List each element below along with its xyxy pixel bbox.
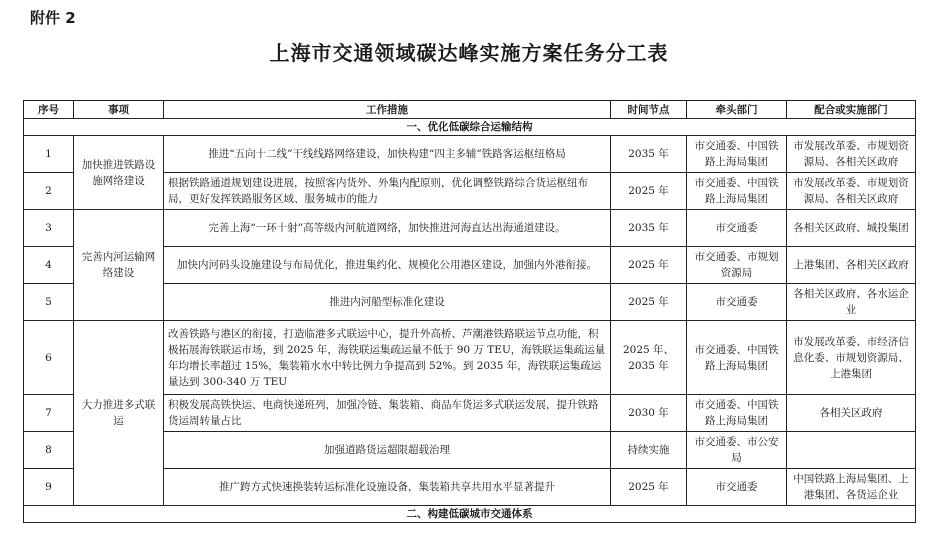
- col-header-lead: 牵头部门: [687, 101, 787, 119]
- row-time: 2025 年: [611, 284, 687, 321]
- row-no: 6: [24, 321, 74, 395]
- section-title: 一、优化低碳综合运输结构: [24, 119, 916, 136]
- table-row: [24, 136, 916, 173]
- table-header-row: [24, 101, 916, 119]
- row-no: 4: [24, 247, 74, 284]
- row-time: 2025 年: [611, 469, 687, 506]
- row-no: 1: [24, 136, 74, 173]
- row-lead: 市交通委: [687, 210, 787, 247]
- row-no: 5: [24, 284, 74, 321]
- row-measure: 根据铁路通道规划建设进展，按照客内货外、外集内配原则，优化调整铁路综合货运枢纽布局，更好发挥铁路服务区域、服务城市的能力: [164, 173, 611, 210]
- row-partner: [787, 432, 916, 469]
- row-measure: 加快内河码头设施建设与布局优化，推进集约化、规模化公用港区建设，加强内外港衔接。: [164, 247, 611, 284]
- row-measure: 积极发展高铁快运、电商快递班列，加强冷链、集装箱、商品车货运多式联运发展，提升铁路货运周转量占比: [164, 395, 611, 432]
- group-label: 加快推进铁路设施网络建设: [74, 136, 164, 210]
- section-title: 二、构建低碳城市交通体系: [24, 506, 916, 523]
- row-no: 2: [24, 173, 74, 210]
- row-no: 8: [24, 432, 74, 469]
- row-partner: 各相关区政府、城投集团: [787, 210, 916, 247]
- row-measure: 推进“五向十二线”干线线路网络建设，加快构建“四主多辅”铁路客运枢纽格局: [164, 136, 611, 173]
- row-lead: 市交通委、中国铁路上海局集团: [687, 136, 787, 173]
- row-time: 2025 年: [611, 173, 687, 210]
- row-time: 2035 年: [611, 136, 687, 173]
- row-partner: 市发展改革委、市规划资源局、各相关区政府: [787, 173, 916, 210]
- row-time: 2035 年: [611, 210, 687, 247]
- row-partner: 市发展改革委、市规划资源局、各相关区政府: [787, 136, 916, 173]
- row-lead: 市交通委、中国铁路上海局集团: [687, 321, 787, 395]
- row-partner: 各相关区政府: [787, 395, 916, 432]
- section-row: [24, 119, 916, 136]
- row-measure: 完善上海“一环十射”高等级内河航道网络，加快推进河海直达出海通道建设。: [164, 210, 611, 247]
- col-header-no: 序号: [24, 101, 74, 119]
- col-header-item: 事项: [74, 101, 164, 119]
- col-header-time: 时间节点: [611, 101, 687, 119]
- row-lead: 市交通委、市公安局: [687, 432, 787, 469]
- row-time: 持续实施: [611, 432, 687, 469]
- row-no: 7: [24, 395, 74, 432]
- row-partner: 各相关区政府、各水运企业: [787, 284, 916, 321]
- row-partner: 中国铁路上海局集团、上港集团、各货运企业: [787, 469, 916, 506]
- row-partner: 上港集团、各相关区政府: [787, 247, 916, 284]
- row-measure: 加强道路货运超限超载治理: [164, 432, 611, 469]
- row-measure: 推广跨方式快速换装转运标准化设施设备，集装箱共享共用水平显著提升: [164, 469, 611, 506]
- section-row: [24, 506, 916, 523]
- row-partner: 市发展改革委、市经济信息化委、市规划资源局、上港集团: [787, 321, 916, 395]
- row-lead: 市交通委、市规划资源局: [687, 247, 787, 284]
- task-table: [23, 100, 916, 523]
- row-time: 2025 年、2035 年: [611, 321, 687, 395]
- row-no: 9: [24, 469, 74, 506]
- col-header-measure: 工作措施: [164, 101, 611, 119]
- row-lead: 市交通委、中国铁路上海局集团: [687, 395, 787, 432]
- row-lead: 市交通委: [687, 284, 787, 321]
- document-title: 上海市交通领域碳达峰实施方案任务分工表: [269, 41, 669, 65]
- row-no: 3: [24, 210, 74, 247]
- row-lead: 市交通委: [687, 469, 787, 506]
- row-measure: 改善铁路与港区的衔接，打造临港多式联运中心，提升外高桥、芦潮港铁路联运节点功能，积极拓展海铁联运市场，到 2025 年，海铁联运集疏运量不低于 90 万 TEU，海铁联运集疏运量年均增长率超过 15%，集装箱水水中转比例力争提高到 52%。到 2035 年，海铁联运集疏运量达到 300-340 万 TEU: [164, 321, 611, 395]
- table-row: [24, 210, 916, 247]
- table-row: [24, 321, 916, 395]
- row-time: 2025 年: [611, 247, 687, 284]
- col-header-partner: 配合或实施部门: [787, 101, 916, 119]
- row-lead: 市交通委、中国铁路上海局集团: [687, 173, 787, 210]
- row-measure: 推进内河船型标准化建设: [164, 284, 611, 321]
- attachment-label: 附件 2: [30, 9, 76, 27]
- group-label: 大力推进多式联运: [74, 321, 164, 506]
- row-time: 2030 年: [611, 395, 687, 432]
- group-label: 完善内河运输网络建设: [74, 210, 164, 321]
